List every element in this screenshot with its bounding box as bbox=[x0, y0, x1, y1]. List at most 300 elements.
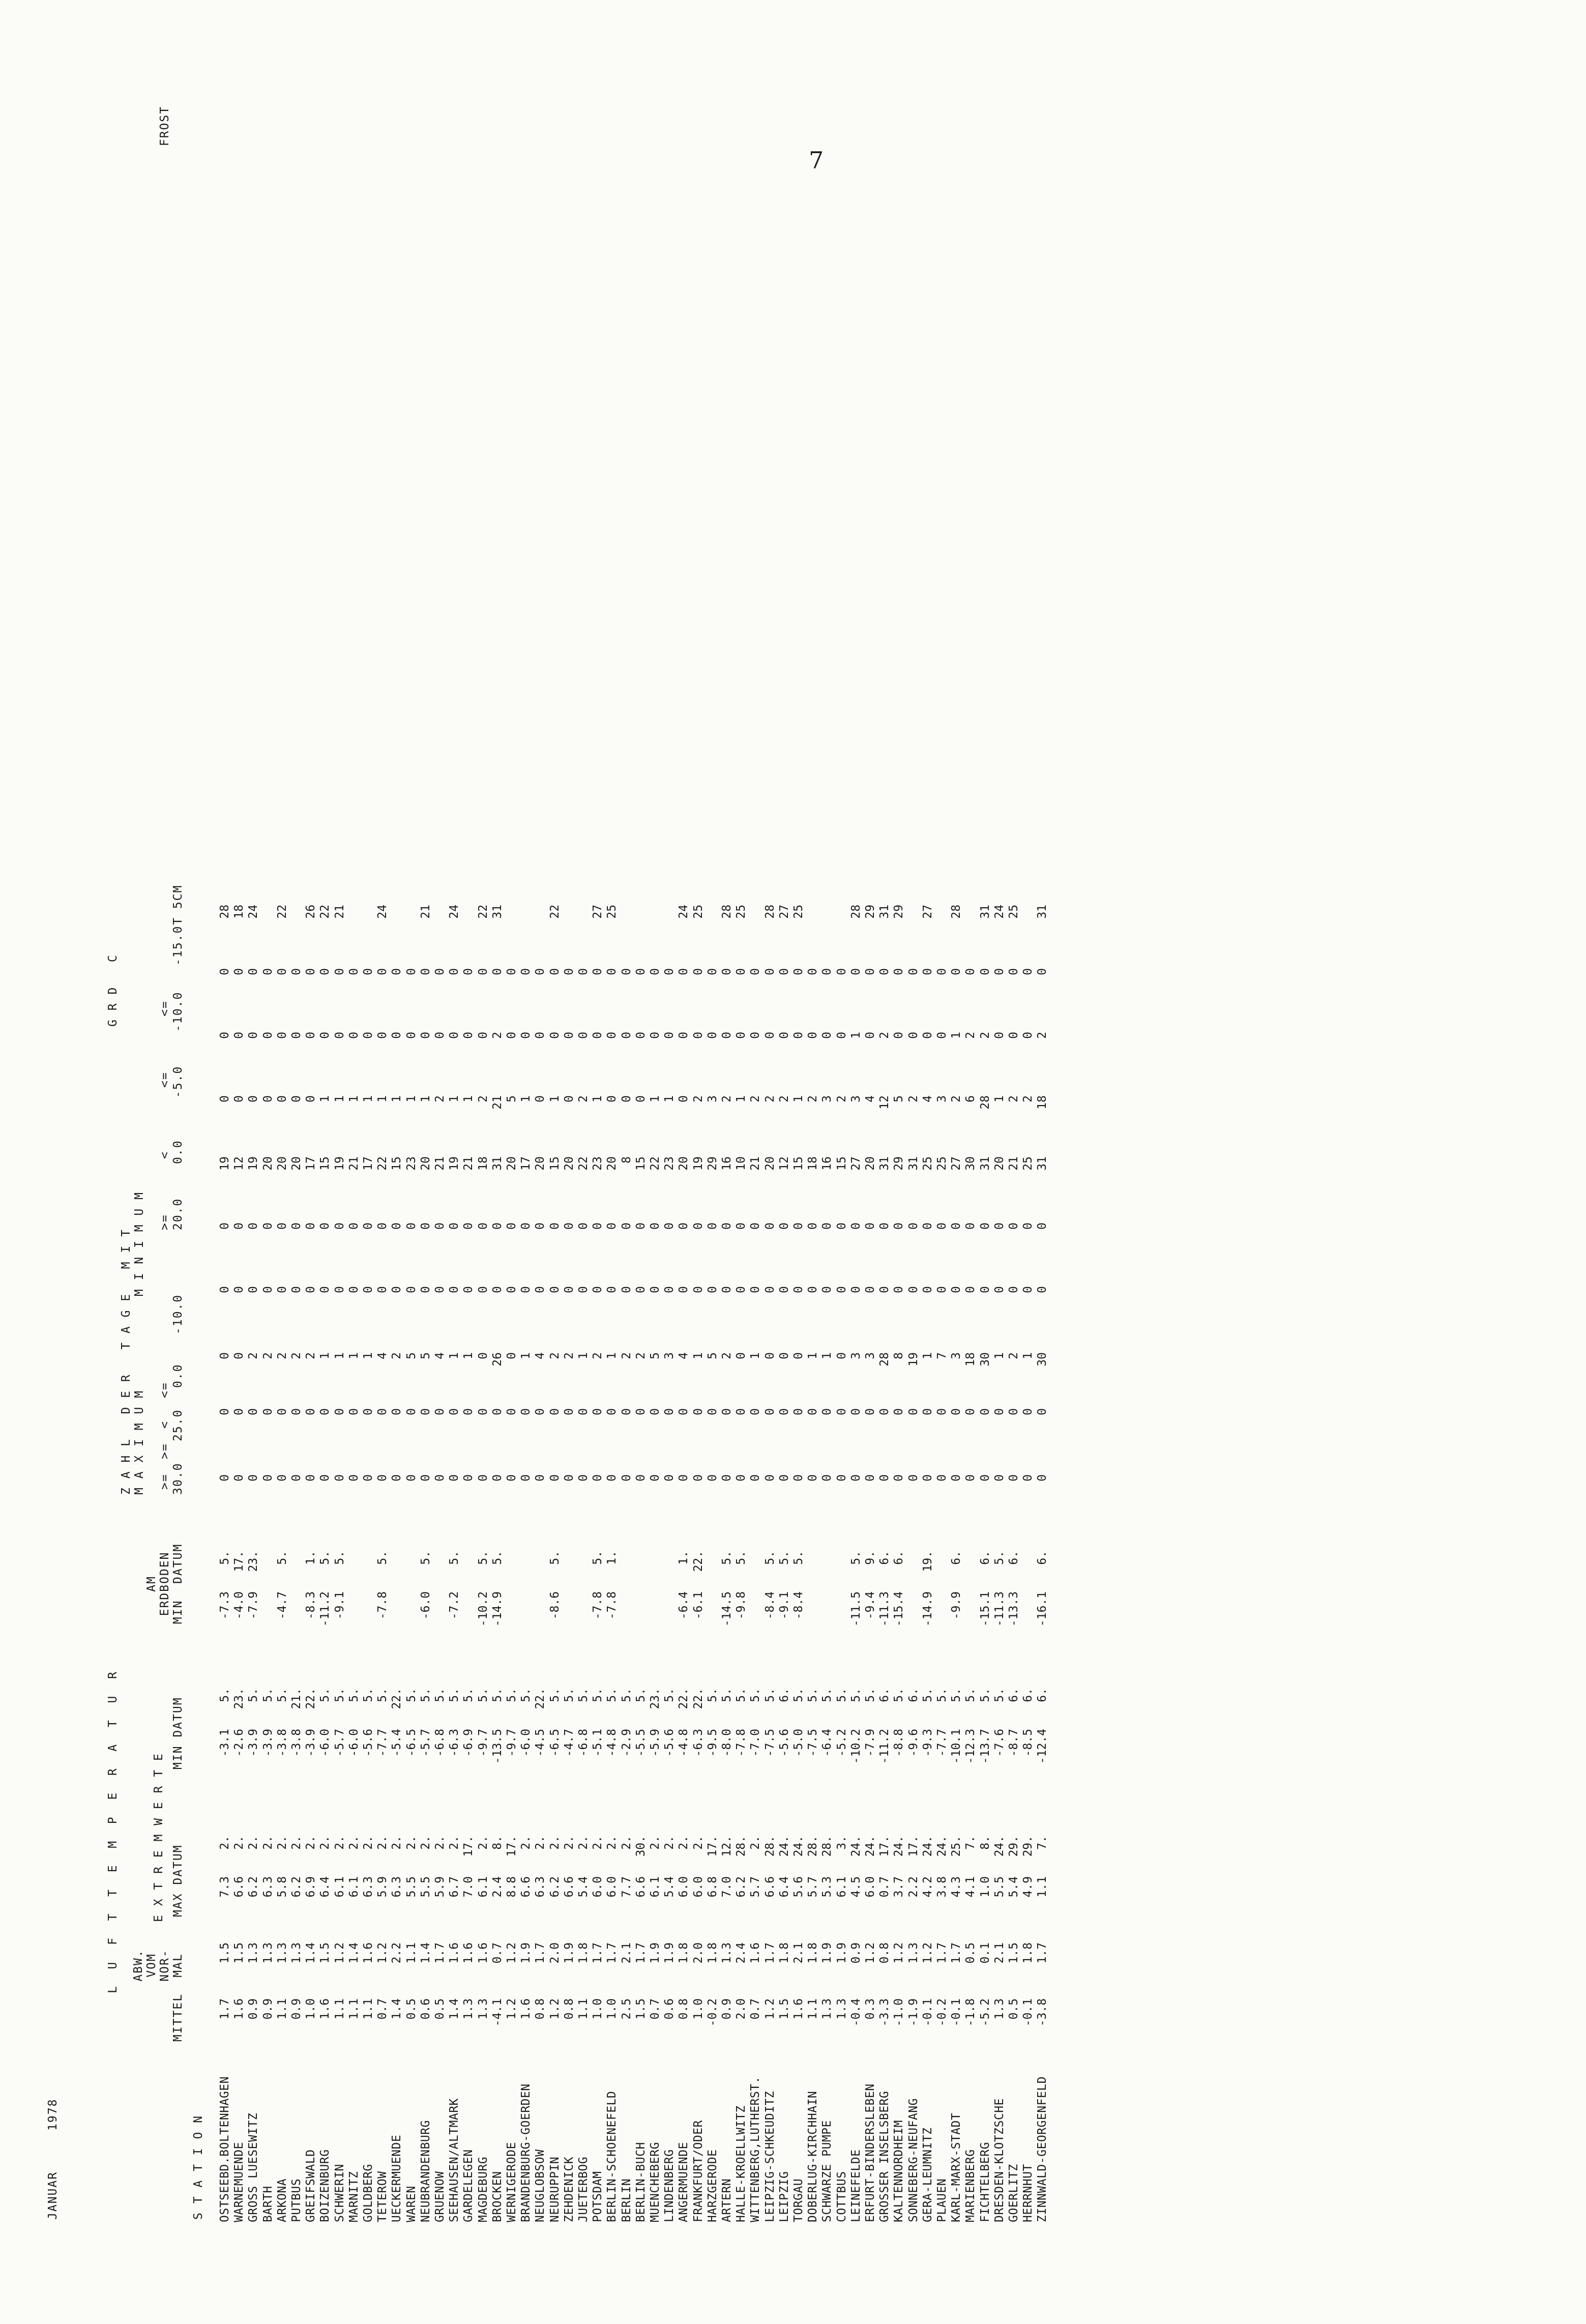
cell-min: -9.7 bbox=[505, 1729, 518, 1757]
max-th-0: 30.0 bbox=[171, 1462, 185, 1495]
cell-erd-datum: 5. bbox=[419, 1551, 432, 1565]
cell-min-le-m15: 0 bbox=[333, 968, 346, 975]
cell-min-ge-20: 0 bbox=[591, 1223, 605, 1230]
cell-min-lt-0: 15 bbox=[548, 1156, 562, 1171]
cell-max-ge-30: 0 bbox=[362, 1474, 375, 1481]
cell-min: -13.7 bbox=[978, 1729, 992, 1764]
cell-min: -8.0 bbox=[720, 1729, 733, 1757]
cell-min-le-m15: 0 bbox=[806, 968, 820, 975]
cell-max-lt-0: 3 bbox=[849, 1352, 863, 1359]
cell-max-le-m10: 0 bbox=[232, 1286, 246, 1293]
cell-max-ge-30: 0 bbox=[992, 1474, 1006, 1481]
cell-min-le-m15: 0 bbox=[634, 968, 648, 975]
cell-erd-min: -7.8 bbox=[591, 1591, 605, 1620]
cell-abw: 1.3 bbox=[720, 1942, 733, 1964]
cell-frost-5cm bbox=[1021, 905, 1035, 935]
cell-erd-min: -9.1 bbox=[777, 1591, 791, 1620]
cell-min-ge-20: 0 bbox=[792, 1223, 805, 1230]
cell-min-le-m15: 0 bbox=[347, 968, 361, 975]
cell-min: -6.3 bbox=[448, 1729, 461, 1757]
cell-abw: 1.8 bbox=[706, 1942, 719, 1964]
cell-max-le-m10: 0 bbox=[605, 1286, 619, 1293]
cell-min-le-m5: 2 bbox=[950, 1095, 963, 1102]
cell-min-le-m5: 3 bbox=[935, 1095, 949, 1102]
cell-min-le-m15: 0 bbox=[749, 968, 762, 975]
cell-min-le-m5: 2 bbox=[720, 1095, 733, 1102]
station-name: MAGDEBURG bbox=[476, 2156, 490, 2222]
cell-frost-5cm bbox=[634, 905, 648, 935]
cell-max-ge-25: 0 bbox=[835, 1408, 848, 1415]
station-name: HARZGERODE bbox=[706, 2149, 719, 2222]
cell-max-datum: 3. bbox=[835, 1836, 848, 1850]
cell-erd-datum: 5. bbox=[218, 1551, 231, 1565]
cell-erd-min: -9.4 bbox=[864, 1591, 877, 1620]
station-name: HERRNHUT bbox=[1021, 2164, 1035, 2222]
cell-min-le-m5: 3 bbox=[820, 1095, 834, 1102]
cell-max-lt-0: 7 bbox=[935, 1352, 949, 1359]
cell-erd-datum: 19. bbox=[921, 1551, 934, 1572]
cell-erd-min: -7.3 bbox=[218, 1591, 231, 1620]
cell-min-datum: 5. bbox=[333, 1688, 346, 1702]
cell-min-datum: 5. bbox=[820, 1688, 834, 1702]
cell-frost-5cm: 24 bbox=[992, 905, 1006, 919]
cell-max-lt-0: 4 bbox=[677, 1352, 691, 1359]
cell-erd-min: -6.1 bbox=[691, 1591, 705, 1620]
cell-min-datum: 5. bbox=[476, 1688, 490, 1702]
cell-max-datum: 29. bbox=[1007, 1836, 1020, 1857]
cell-max-le-m10: 0 bbox=[735, 1286, 748, 1293]
cell-min-ge-20: 0 bbox=[677, 1223, 691, 1230]
cell-erd-datum bbox=[519, 1551, 533, 1581]
cell-frost-5cm: 28 bbox=[950, 905, 963, 919]
cell-min-le-m5: 2 bbox=[476, 1095, 490, 1102]
cell-min-ge-20: 0 bbox=[706, 1223, 719, 1230]
cell-max: 6.3 bbox=[390, 1876, 404, 1898]
cell-max-datum: 24. bbox=[921, 1836, 934, 1857]
cell-max-lt-0: 1 bbox=[806, 1352, 820, 1359]
cell-max-le-m10: 0 bbox=[620, 1286, 633, 1293]
cell-min-ge-20: 0 bbox=[218, 1223, 231, 1230]
cell-min-le-m10: 0 bbox=[792, 1032, 805, 1039]
cell-max: 6.6 bbox=[232, 1876, 246, 1898]
station-name: BERLIN-SCHOENEFELD bbox=[605, 2090, 619, 2222]
cell-frost-5cm: 25 bbox=[1007, 905, 1020, 919]
cell-max-le-m10: 0 bbox=[892, 1286, 906, 1293]
cell-min-le-m5: 6 bbox=[964, 1095, 978, 1102]
cell-min-ge-20: 0 bbox=[835, 1223, 848, 1230]
cell-max-ge-25: 0 bbox=[362, 1408, 375, 1415]
station-name: FICHTELBERG bbox=[978, 2142, 992, 2222]
cell-max: 6.3 bbox=[362, 1876, 375, 1898]
cell-min-datum: 5. bbox=[892, 1688, 906, 1702]
cell-min-le-m10: 0 bbox=[476, 1032, 490, 1039]
min-op-3: <= bbox=[158, 1000, 171, 1016]
cell-erd-min bbox=[620, 1591, 634, 1642]
cell-max: 2.2 bbox=[906, 1876, 920, 1898]
cell-mittel: 0.9 bbox=[261, 1998, 275, 2020]
cell-min-ge-20: 0 bbox=[620, 1223, 633, 1230]
cell-min-lt-0: 20 bbox=[534, 1156, 547, 1171]
abw-header-2: VOM bbox=[145, 1953, 158, 1978]
cell-max: 6.6 bbox=[562, 1876, 576, 1898]
cell-max-datum: 2. bbox=[677, 1836, 691, 1850]
cell-min-datum: 5. bbox=[591, 1688, 605, 1702]
cell-min-datum: 5. bbox=[849, 1688, 863, 1702]
cell-min-datum: 6. bbox=[878, 1688, 892, 1702]
cell-max-le-m10: 0 bbox=[1036, 1286, 1049, 1293]
cell-min-lt-0: 29 bbox=[706, 1156, 719, 1171]
cell-max-ge-25: 0 bbox=[864, 1408, 877, 1415]
cell-frost-5cm bbox=[261, 905, 275, 935]
cell-max: 0.7 bbox=[878, 1876, 892, 1898]
cell-min-le-m5: 4 bbox=[921, 1095, 934, 1102]
cell-max-lt-0: 0 bbox=[763, 1352, 777, 1359]
cell-min-lt-0: 31 bbox=[1036, 1156, 1049, 1171]
cell-max: 6.0 bbox=[605, 1876, 619, 1898]
erdboden-header: ERDBODEN bbox=[158, 1551, 171, 1616]
max-th-1: 25.0 bbox=[171, 1409, 185, 1441]
cell-min: -7.7 bbox=[935, 1729, 949, 1757]
cell-min-le-m5: 3 bbox=[849, 1095, 863, 1102]
cell-max-le-m10: 0 bbox=[419, 1286, 432, 1293]
cell-min-le-m10: 0 bbox=[275, 1032, 289, 1039]
cell-max-le-m10: 0 bbox=[304, 1286, 318, 1293]
cell-max-lt-0: 3 bbox=[663, 1352, 677, 1359]
cell-min-le-m15: 0 bbox=[362, 968, 375, 975]
cell-max-ge-30: 0 bbox=[849, 1474, 863, 1481]
station-name: HALLE-KROELLWITZ bbox=[735, 2105, 748, 2222]
station-name: OSTSEEBD.BOLTENHAGEN bbox=[218, 2076, 231, 2222]
cell-erd-datum: 5. bbox=[735, 1551, 748, 1565]
cell-min: -4.5 bbox=[534, 1729, 547, 1757]
cell-max: 5.5 bbox=[992, 1876, 1006, 1898]
station-name: TETEROW bbox=[376, 2171, 390, 2222]
cell-max-le-m10: 0 bbox=[433, 1286, 447, 1293]
cell-erd-datum: 5. bbox=[992, 1551, 1006, 1565]
cell-min-lt-0: 15 bbox=[318, 1156, 332, 1171]
cell-max-ge-25: 0 bbox=[706, 1408, 719, 1415]
cell-erd-datum bbox=[576, 1551, 591, 1581]
cell-min-lt-0: 18 bbox=[476, 1156, 490, 1171]
cell-max-datum: 8. bbox=[490, 1836, 504, 1850]
cell-abw: 2.2 bbox=[390, 1942, 404, 1964]
cell-max-ge-25: 0 bbox=[720, 1408, 733, 1415]
cell-min-datum: 22. bbox=[304, 1688, 318, 1709]
cell-max-le-m10: 0 bbox=[935, 1286, 949, 1293]
cell-min: -5.2 bbox=[835, 1729, 848, 1757]
cell-min-ge-20: 0 bbox=[390, 1223, 404, 1230]
cell-max-ge-30: 0 bbox=[261, 1474, 275, 1481]
cell-max: 6.8 bbox=[706, 1876, 719, 1898]
cell-erd-min: -8.4 bbox=[792, 1591, 805, 1620]
cell-abw: 1.2 bbox=[921, 1942, 934, 1964]
cell-min-ge-20: 0 bbox=[376, 1223, 390, 1230]
cell-min: -10.1 bbox=[950, 1729, 963, 1764]
cell-max-ge-30: 0 bbox=[462, 1474, 476, 1481]
station-name: NEUGLOBSOW bbox=[534, 2149, 547, 2222]
station-name: BERLIN bbox=[620, 2178, 633, 2222]
cell-max-lt-0: 1 bbox=[577, 1352, 590, 1359]
cell-max-lt-0: 2 bbox=[562, 1352, 576, 1359]
cell-min-le-m5: 4 bbox=[864, 1095, 877, 1102]
cell-min-le-m15: 0 bbox=[763, 968, 777, 975]
cell-min: -7.8 bbox=[735, 1729, 748, 1757]
cell-max-lt-0: 2 bbox=[634, 1352, 648, 1359]
cell-min-le-m10: 0 bbox=[820, 1032, 834, 1039]
cell-erd-min bbox=[562, 1591, 576, 1642]
frost-th: T 5CM bbox=[171, 884, 185, 925]
cell-max-le-m10: 0 bbox=[706, 1286, 719, 1293]
station-name: LEIPZIG-SCHKEUDITZ bbox=[763, 2090, 777, 2222]
cell-erd-min: -9.9 bbox=[950, 1591, 963, 1620]
min-op-1: < bbox=[158, 1151, 171, 1159]
cell-max-ge-25: 0 bbox=[820, 1408, 834, 1415]
cell-max: 6.0 bbox=[691, 1876, 705, 1898]
station-name: BOIZENBURG bbox=[318, 2149, 332, 2222]
cell-abw: 1.4 bbox=[304, 1942, 318, 1964]
cell-abw: 1.3 bbox=[275, 1942, 289, 1964]
cell-max: 6.1 bbox=[333, 1876, 346, 1898]
cell-erd-min: -14.5 bbox=[720, 1591, 733, 1627]
cell-min-le-m15: 0 bbox=[390, 968, 404, 975]
cell-min-le-m5: 1 bbox=[548, 1095, 562, 1102]
cell-max-lt-0: 2 bbox=[548, 1352, 562, 1359]
station-name: POTSDAM bbox=[591, 2171, 605, 2222]
cell-min-ge-20: 0 bbox=[1007, 1223, 1020, 1230]
cell-min-le-m10: 2 bbox=[878, 1032, 892, 1039]
cell-min: -6.4 bbox=[820, 1729, 834, 1757]
cell-max-datum: 2. bbox=[419, 1836, 432, 1850]
cell-erd-datum: 5. bbox=[476, 1551, 490, 1565]
cell-max: 6.6 bbox=[763, 1876, 777, 1898]
cell-max-ge-25: 0 bbox=[448, 1408, 461, 1415]
cell-abw: 1.3 bbox=[906, 1942, 920, 1964]
cell-min-le-m10: 0 bbox=[763, 1032, 777, 1039]
cell-frost-5cm: 27 bbox=[591, 905, 605, 919]
cell-max-ge-25: 0 bbox=[376, 1408, 390, 1415]
cell-abw: 1.6 bbox=[462, 1942, 476, 1964]
cell-min-lt-0: 31 bbox=[906, 1156, 920, 1171]
cell-min-le-m10: 0 bbox=[347, 1032, 361, 1039]
cell-max-lt-0: 0 bbox=[835, 1352, 848, 1359]
extremwerte-header: E X T R E M W E R T E bbox=[152, 1753, 165, 1922]
cell-min-lt-0: 17 bbox=[362, 1156, 375, 1171]
cell-abw: 1.3 bbox=[247, 1942, 260, 1964]
cell-min-le-m15: 0 bbox=[548, 968, 562, 975]
cell-max-ge-25: 0 bbox=[792, 1408, 805, 1415]
cell-min-ge-20: 0 bbox=[906, 1223, 920, 1230]
cell-max-lt-0: 2 bbox=[591, 1352, 605, 1359]
cell-erd-min bbox=[576, 1591, 591, 1642]
cell-min-ge-20: 0 bbox=[763, 1223, 777, 1230]
cell-min-le-m10: 0 bbox=[290, 1032, 303, 1039]
cell-max-le-m10: 0 bbox=[806, 1286, 820, 1293]
cell-max-ge-30: 0 bbox=[562, 1474, 576, 1481]
cell-min-lt-0: 15 bbox=[835, 1156, 848, 1171]
cell-min-lt-0: 19 bbox=[448, 1156, 461, 1171]
cell-max: 8.8 bbox=[505, 1876, 518, 1898]
cell-max-ge-25: 0 bbox=[218, 1408, 231, 1415]
cell-min-datum: 5. bbox=[835, 1688, 848, 1702]
cell-min: -8.7 bbox=[1007, 1729, 1020, 1757]
cell-min-datum: 5. bbox=[978, 1688, 992, 1702]
cell-erd-min: -8.3 bbox=[304, 1591, 318, 1620]
cell-min-le-m15: 0 bbox=[448, 968, 461, 975]
cell-min-le-m10: 0 bbox=[892, 1032, 906, 1039]
cell-max-datum: 17. bbox=[462, 1836, 476, 1857]
cell-abw: 2.0 bbox=[548, 1942, 562, 1964]
cell-min-ge-20: 0 bbox=[275, 1223, 289, 1230]
cell-max-lt-0: 5 bbox=[404, 1352, 418, 1359]
cell-max-ge-25: 0 bbox=[620, 1408, 633, 1415]
cell-max-ge-25: 0 bbox=[476, 1408, 490, 1415]
cell-erd-min: -11.5 bbox=[849, 1591, 863, 1627]
cell-min: -4.8 bbox=[605, 1729, 619, 1757]
cell-min-le-m5: 1 bbox=[404, 1095, 418, 1102]
cell-min-le-m15: 0 bbox=[735, 968, 748, 975]
cell-min-le-m10: 0 bbox=[864, 1032, 877, 1039]
cell-frost-5cm bbox=[289, 905, 304, 935]
cell-frost-5cm bbox=[620, 905, 634, 935]
cell-min: -3.8 bbox=[290, 1729, 303, 1757]
cell-abw: 1.6 bbox=[362, 1942, 375, 1964]
cell-min-le-m10: 0 bbox=[605, 1032, 619, 1039]
cell-max-le-m10: 0 bbox=[562, 1286, 576, 1293]
cell-erd-min bbox=[706, 1591, 720, 1642]
cell-max-lt-0: 3 bbox=[950, 1352, 963, 1359]
cell-erd-min bbox=[1021, 1591, 1035, 1642]
cell-min-le-m5: 1 bbox=[591, 1095, 605, 1102]
cell-max-le-m10: 0 bbox=[404, 1286, 418, 1293]
station-name: GROSS LUESEWITZ bbox=[247, 2112, 260, 2222]
cell-frost-5cm bbox=[748, 905, 762, 935]
abw-header-4: MAL bbox=[171, 1953, 185, 1978]
cell-erd-min: -11.2 bbox=[318, 1591, 332, 1627]
cell-max-ge-30: 0 bbox=[333, 1474, 346, 1481]
cell-min-le-m5: 1 bbox=[318, 1095, 332, 1102]
cell-min-ge-20: 0 bbox=[663, 1223, 677, 1230]
cell-frost-5cm: 31 bbox=[1036, 905, 1049, 919]
cell-max-ge-30: 0 bbox=[806, 1474, 820, 1481]
cell-max-datum: 25. bbox=[950, 1836, 963, 1857]
cell-min-ge-20: 0 bbox=[404, 1223, 418, 1230]
cell-erd-min: -14.9 bbox=[490, 1591, 504, 1627]
cell-mittel: 1.1 bbox=[333, 1998, 346, 2020]
cell-min-datum: 5. bbox=[720, 1688, 733, 1702]
station-name: GERA-LEUMNITZ bbox=[921, 2127, 934, 2222]
cell-max: 5.4 bbox=[663, 1876, 677, 1898]
cell-mittel: 0.5 bbox=[433, 1998, 447, 2020]
cell-max-ge-25: 0 bbox=[232, 1408, 246, 1415]
station-name: ANGERMUENDE bbox=[677, 2142, 691, 2222]
cell-frost-5cm: 18 bbox=[232, 905, 246, 919]
cell-min-datum: 5. bbox=[490, 1688, 504, 1702]
cell-min-lt-0: 20 bbox=[763, 1156, 777, 1171]
cell-max-ge-30: 0 bbox=[376, 1474, 390, 1481]
cell-min-le-m10: 0 bbox=[247, 1032, 260, 1039]
cell-min-le-m15: 0 bbox=[892, 968, 906, 975]
cell-max-le-m10: 0 bbox=[577, 1286, 590, 1293]
cell-erd-datum bbox=[390, 1551, 404, 1581]
cell-mittel: -5.2 bbox=[978, 1998, 992, 2027]
cell-min-ge-20: 0 bbox=[649, 1223, 662, 1230]
cell-erd-datum bbox=[505, 1551, 519, 1581]
cell-mittel: 0.9 bbox=[247, 1998, 260, 2020]
cell-max: 6.2 bbox=[290, 1876, 303, 1898]
cell-mittel: -1.8 bbox=[964, 1998, 978, 2027]
cell-erd-datum bbox=[820, 1551, 834, 1581]
cell-min: -9.3 bbox=[921, 1729, 934, 1757]
cell-erd-min bbox=[533, 1591, 547, 1642]
cell-max-datum: 2. bbox=[534, 1836, 547, 1850]
cell-abw: 1.9 bbox=[820, 1942, 834, 1964]
cell-max-le-m10: 0 bbox=[992, 1286, 1006, 1293]
cell-min-datum: 5. bbox=[763, 1688, 777, 1702]
station-name: DRESDEN-KLOTZSCHE bbox=[992, 2098, 1006, 2222]
cell-min-le-m10: 2 bbox=[1036, 1032, 1049, 1039]
cell-min-datum: 5. bbox=[921, 1688, 934, 1702]
cell-abw: 1.2 bbox=[892, 1942, 906, 1964]
cell-max-le-m10: 0 bbox=[333, 1286, 346, 1293]
cell-mittel: 0.8 bbox=[562, 1998, 576, 2020]
cell-mittel: 0.5 bbox=[404, 1998, 418, 2020]
cell-max: 5.9 bbox=[376, 1876, 390, 1898]
cell-min-datum: 5. bbox=[663, 1688, 677, 1702]
cell-max-datum: 2. bbox=[362, 1836, 375, 1850]
cell-frost-5cm bbox=[576, 905, 591, 935]
cell-max-lt-0: 1 bbox=[1021, 1352, 1035, 1359]
station-name: SCHWARZE PUMPE bbox=[820, 2120, 834, 2222]
cell-min-le-m5: 2 bbox=[777, 1095, 791, 1102]
cell-max-le-m10: 0 bbox=[1021, 1286, 1035, 1293]
cell-abw: 1.6 bbox=[448, 1942, 461, 1964]
cell-min-le-m5: 0 bbox=[232, 1095, 246, 1102]
cell-max: 7.3 bbox=[218, 1876, 231, 1898]
cell-min: -7.5 bbox=[763, 1729, 777, 1757]
cell-abw: 1.4 bbox=[419, 1942, 432, 1964]
cell-min-lt-0: 18 bbox=[806, 1156, 820, 1171]
cell-min-le-m10: 0 bbox=[649, 1032, 662, 1039]
cell-max-le-m10: 0 bbox=[820, 1286, 834, 1293]
cell-erd-min bbox=[505, 1591, 519, 1642]
cell-erd-min bbox=[361, 1591, 375, 1642]
cell-min-le-m15: 0 bbox=[921, 968, 934, 975]
cell-min-lt-0: 20 bbox=[992, 1156, 1006, 1171]
cell-max-ge-25: 0 bbox=[964, 1408, 978, 1415]
cell-abw: 1.5 bbox=[1007, 1942, 1020, 1964]
cell-abw: 0.8 bbox=[878, 1942, 892, 1964]
cell-max-lt-0: 8 bbox=[892, 1352, 906, 1359]
cell-frost-5cm: 29 bbox=[892, 905, 906, 919]
cell-min-le-m5: 0 bbox=[677, 1095, 691, 1102]
cell-max: 5.6 bbox=[792, 1876, 805, 1898]
cell-max-lt-0: 2 bbox=[247, 1352, 260, 1359]
cell-min-le-m5: 1 bbox=[390, 1095, 404, 1102]
cell-min-le-m10: 0 bbox=[318, 1032, 332, 1039]
cell-min-ge-20: 0 bbox=[1021, 1223, 1035, 1230]
cell-min-datum: 5. bbox=[706, 1688, 719, 1702]
cell-min-le-m15: 0 bbox=[376, 968, 390, 975]
cell-max-datum: 2. bbox=[376, 1836, 390, 1850]
cell-erd-min bbox=[390, 1591, 404, 1642]
cell-max-lt-0: 30 bbox=[978, 1352, 992, 1367]
cell-frost-5cm bbox=[906, 905, 921, 935]
cell-min-datum: 5. bbox=[634, 1688, 648, 1702]
cell-max-le-m10: 0 bbox=[978, 1286, 992, 1293]
cell-min: -9.5 bbox=[706, 1729, 719, 1757]
cell-min-le-m5: 2 bbox=[835, 1095, 848, 1102]
cell-frost-5cm bbox=[347, 905, 361, 935]
